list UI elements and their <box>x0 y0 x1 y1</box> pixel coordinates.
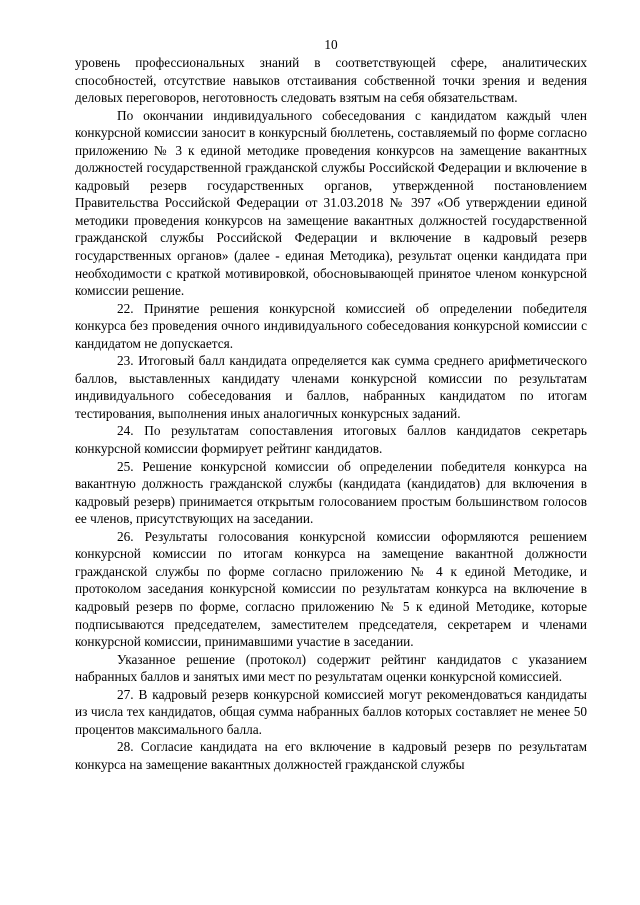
paragraph-28: 28. Согласие кандидата на его включение в кадровый резерв по результатам конкурса на замещение вакантных должностей гражданской службы <box>75 739 587 772</box>
page-number: 10 <box>324 37 338 52</box>
paragraph-26: 26. Результаты голосования конкурсной комиссии оформляются решением конкурсной комиссии по итогам конкурса на замещение вакантной должности гражданской службы по форме согласно приложению № 4 к единой Методике, и протоколом заседания конкурсной комиссии по результатам конкурса на включение в кадровый резерв по форме, согласно приложению № 5 к единой Методике, которые подписываются председателем, заместителем председателя, секретарем и членами конкурсной комиссии, принимавшими участие в заседании. <box>75 528 587 650</box>
paragraph-continuation: уровень профессиональных знаний в соответствующей сфере, аналитических способностей, отсутствие навыков отстаивания собственной точки зрения и ведения деловых переговоров, неготовность следовать взятым на себя обязательствам. <box>75 55 587 106</box>
paragraph-decision-protocol: Указанное решение (протокол) содержит рейтинг кандидатов с указанием набранных баллов и занятых ими мест по результатам оценки конкурсной комиссией. <box>75 651 587 685</box>
paragraph-24: 24. По результатам сопоставления итоговых баллов кандидатов секретарь конкурсной комиссии формирует рейтинг кандидатов. <box>75 423 587 457</box>
paragraph-25: 25. Решение конкурсной комиссии об определении победителя конкурса на вакантную должность гражданской службы (кандидата (кандидатов) для включения в кадровый резерв) принимается открытым голосованием простым большинством голосов ее членов, присутствующих на заседании. <box>75 458 587 527</box>
paragraph-23: 23. Итоговый балл кандидата определяется как сумма среднего арифметического баллов, выставленных кандидату членами конкурсной комиссии по результатам индивидуального собеседования и баллов, набранных кандидатом по итогам тестирования, выполнения иных аналогичных конкурсных заданий. <box>75 353 587 421</box>
document-page <box>75 36 587 773</box>
paragraph-27: 27. В кадровый резерв конкурсной комиссией могут рекомендоваться кандидаты из числа тех кандидатов, общая сумма набранных баллов которых составляет не менее 50 процентов максимального балла. <box>75 686 587 737</box>
paragraph-interview-ballot: По окончании индивидуального собеседования с кандидатом каждый член конкурсной комиссии заносит в конкурсный бюллетень, составляемый по форме согласно приложению № 3 к единой методике проведения конкурсов на замещение вакантных должностей государственной гражданской службы Российской Федерации и включение в кадровый резерв государственных органов, утвержденной постановлением Правительства Российской Федерации от 31.03.2018 № 397 «Об утверждении единой методики проведения конкурсов на замещение вакантных должностей государственной гражданской службы Российской Федерации и включение в кадровый резерв государственных органов» (далее - единая Методика), результат оценки кандидата при необходимости с краткой мотивировкой, обосновывающей принятое членом конкурсной комиссии решение. <box>75 107 587 299</box>
paragraph-22: 22. Принятие решения конкурсной комиссией об определении победителя конкурса без проведения очного индивидуального собеседования конкурсной комиссии с кандидатом не допускается. <box>75 300 587 351</box>
